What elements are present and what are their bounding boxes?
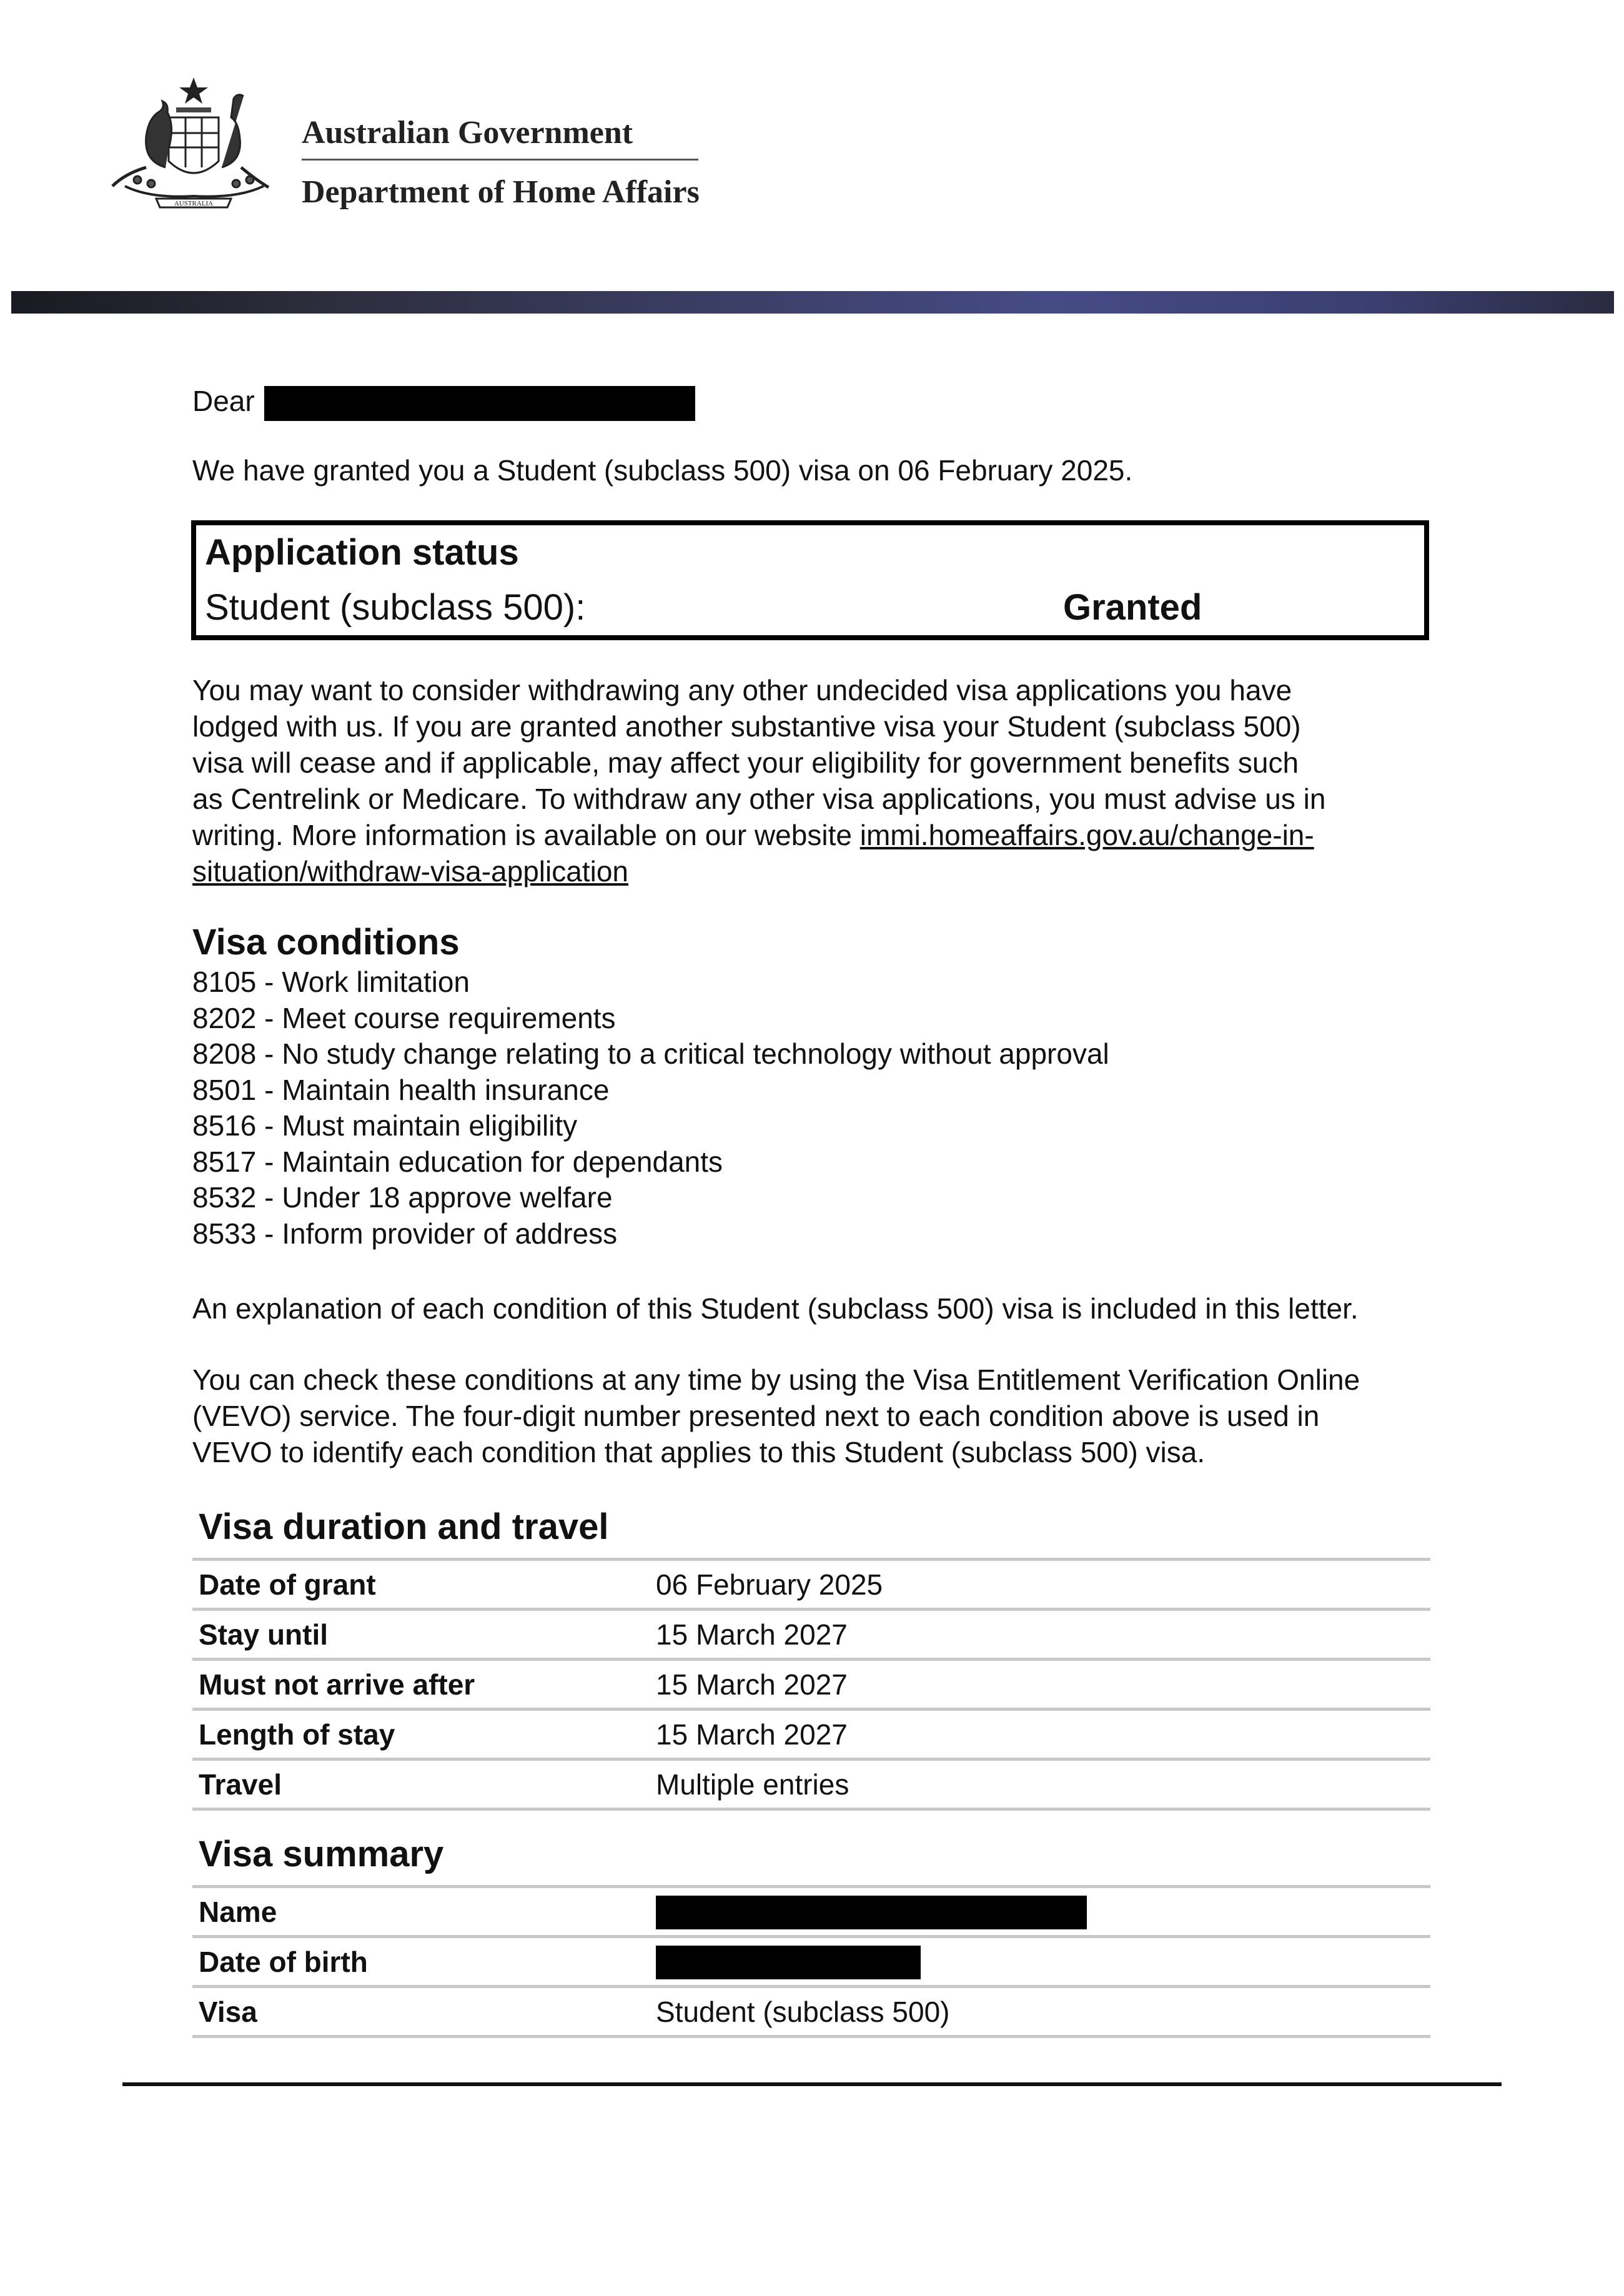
- row-value: 15 March 2027: [650, 1660, 1430, 1710]
- withdraw-paragraph: [192, 672, 1325, 889]
- row-key: Length of stay: [192, 1710, 650, 1759]
- condition-item: 8516 - Must maintain eligibility: [192, 1109, 578, 1142]
- withdraw-line: You may want to consider withdrawing any other undecided visa applications you have: [192, 674, 1292, 706]
- table-row: [192, 1759, 1430, 1809]
- row-key: Name: [192, 1887, 650, 1937]
- row-key: Date of grant: [192, 1560, 650, 1610]
- row-value: 15 March 2027: [650, 1710, 1430, 1759]
- withdraw-line: as Centrelink or Medicare. To withdraw any other visa applications, you must advise us in: [192, 783, 1326, 815]
- condition-item: 8517 - Maintain education for dependants: [192, 1145, 723, 1178]
- application-status-box: [191, 520, 1429, 640]
- vevo-paragraph: [192, 1362, 1360, 1470]
- row-value: [650, 1937, 1430, 1987]
- visa-summary-table: [192, 1885, 1430, 2038]
- row-key: Visa: [192, 1987, 650, 2037]
- condition-item: 8533 - Inform provider of address: [192, 1217, 618, 1250]
- row-value: Student (subclass 500): [650, 1987, 1430, 2037]
- status-title: Application status: [205, 532, 519, 573]
- row-value: 15 March 2027: [650, 1610, 1430, 1660]
- withdraw-visa-link-cont[interactable]: situation/withdraw-visa-application: [192, 855, 628, 888]
- status-label: Student (subclass 500):: [205, 587, 586, 628]
- row-key: Date of birth: [192, 1937, 650, 1987]
- withdraw-visa-link[interactable]: immi.homeaffairs.gov.au/change-in-: [859, 819, 1314, 851]
- vevo-line: VEVO to identify each condition that applies to this Student (subclass 500) visa.: [192, 1436, 1206, 1468]
- table-row: [192, 1887, 1430, 1937]
- condition-item: 8202 - Meet course requirements: [192, 1001, 616, 1034]
- agency-line-1: Australian Government: [302, 115, 633, 151]
- conditions-explanation: An explanation of each condition of this Student (subclass 500) visa is included in this letter.: [192, 1292, 1359, 1325]
- withdraw-line: [192, 817, 1325, 853]
- visa-duration-table: [192, 1558, 1430, 1811]
- withdraw-line: [192, 853, 1325, 889]
- vevo-line: You can check these conditions at any time by using the Visa Entitlement Verification Online: [192, 1363, 1360, 1396]
- redacted-name: [264, 386, 695, 421]
- condition-item: 8208 - No study change relating to a critical technology without approval: [192, 1037, 1109, 1070]
- salutation-text: Dear: [192, 385, 255, 417]
- letterhead: [0, 0, 1624, 294]
- row-value: 06 February 2025: [650, 1560, 1430, 1610]
- table-row: [192, 1710, 1430, 1759]
- table-row: [192, 1937, 1430, 1987]
- coat-of-arms-icon: [100, 74, 287, 219]
- agency-divider: [302, 159, 698, 161]
- grant-sentence: We have granted you a Student (subclass 500) visa on 06 February 2025.: [192, 454, 1133, 487]
- redacted-date-of-birth: [656, 1946, 921, 1979]
- agency-line-2: Department of Home Affairs: [302, 174, 700, 210]
- row-value: [650, 1887, 1430, 1937]
- visa-duration-heading: Visa duration and travel: [199, 1507, 609, 1547]
- vevo-line: (VEVO) service. The four-digit number presented next to each condition above is used in: [192, 1400, 1320, 1432]
- salutation: [192, 383, 695, 421]
- row-key: Must not arrive after: [192, 1660, 650, 1710]
- row-key: Travel: [192, 1759, 650, 1809]
- row-value: Multiple entries: [650, 1759, 1430, 1809]
- visa-conditions-list: [192, 964, 1109, 1252]
- header-color-band: [11, 291, 1614, 314]
- table-row: [192, 1987, 1430, 2037]
- status-value: Granted: [1063, 587, 1202, 628]
- redacted-name: [656, 1896, 1087, 1929]
- table-row: [192, 1560, 1430, 1610]
- visa-summary-heading: Visa summary: [199, 1834, 444, 1874]
- withdraw-line: lodged with us. If you are granted another substantive visa your Student (subclass 500): [192, 710, 1301, 743]
- table-row: [192, 1660, 1430, 1710]
- condition-item: 8501 - Maintain health insurance: [192, 1073, 610, 1106]
- condition-item: 8532 - Under 18 approve welfare: [192, 1181, 613, 1214]
- svg-text:AUSTRALIA: AUSTRALIA: [174, 200, 214, 207]
- condition-item: 8105 - Work limitation: [192, 966, 470, 998]
- row-key: Stay until: [192, 1610, 650, 1660]
- footer-divider: [122, 2082, 1502, 2086]
- withdraw-line: visa will cease and if applicable, may affect your eligibility for government benefits such: [192, 746, 1299, 779]
- withdraw-line-prefix: writing. More information is available on our website: [192, 819, 860, 851]
- table-row: [192, 1610, 1430, 1660]
- agency-name: [302, 111, 701, 214]
- visa-conditions-heading: Visa conditions: [192, 922, 460, 962]
